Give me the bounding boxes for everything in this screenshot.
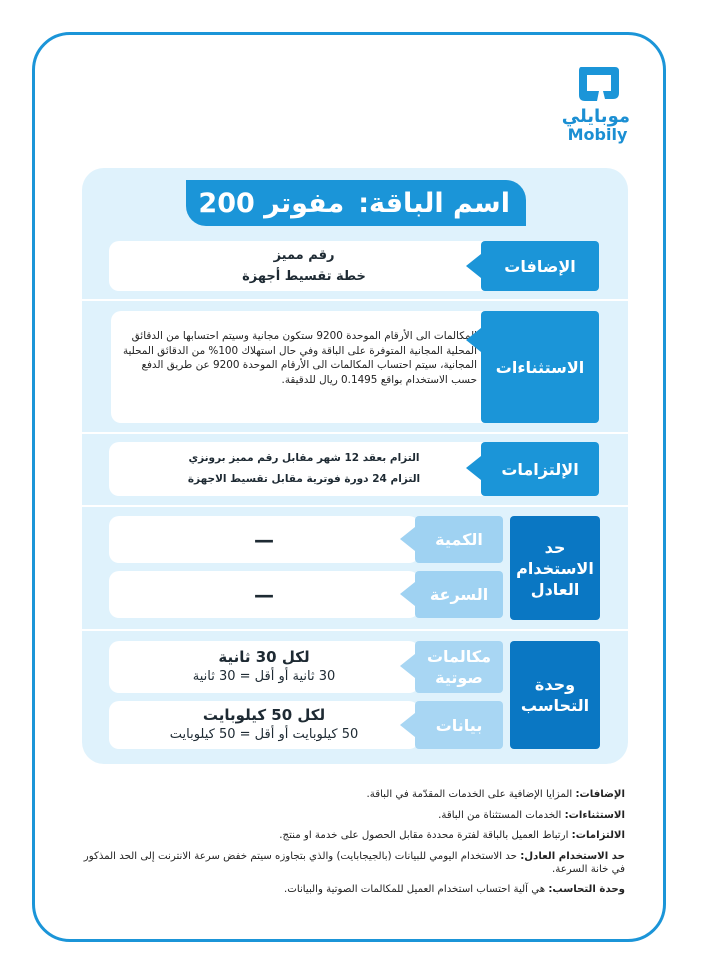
note-item (80, 788, 625, 801)
fair-use-quantity-label: الكمية (415, 516, 503, 563)
fair-use-label: حد الاستخدام العادل (510, 516, 600, 620)
billing-voice-label: مكالمات صوتية (415, 641, 503, 693)
row-divider (82, 505, 628, 507)
row-divider (82, 629, 628, 631)
billing-data-content (109, 701, 419, 749)
billing-voice-main: لكل 30 ثانية (218, 648, 310, 666)
fair-use-speed-value: — (254, 582, 274, 607)
note-term: الإضافات: (575, 789, 625, 800)
label-arrow (466, 456, 481, 480)
plan-title (186, 180, 526, 226)
note-item (80, 883, 625, 896)
commitments-label: الإلتزامات (481, 442, 599, 496)
label-arrow (400, 582, 415, 606)
commitments-line-1: التزام بعقد 12 شهر مقابل رقم مميز برونزي (188, 452, 420, 464)
note-term: الالتزامات: (571, 830, 625, 841)
billing-voice-content (109, 641, 419, 693)
additions-content (109, 241, 499, 291)
fair-use-speed-label: السرعة (415, 571, 503, 618)
note-item (80, 829, 625, 842)
plan-title-label: اسم الباقة: (358, 187, 510, 219)
logo-text-english: Mobily (567, 125, 628, 144)
fair-use-quantity-content (109, 516, 419, 563)
exceptions-label: الاستثناءات (481, 311, 599, 423)
note-term: وحدة التحاسب: (548, 884, 625, 895)
label-arrow (466, 328, 481, 352)
row-divider (82, 299, 628, 301)
note-term: الاستثناءات: (564, 809, 625, 821)
plan-title-value: مفوتر 200 (198, 187, 345, 219)
exceptions-content: المكالمات الى الأرقام الموحدة 9200 ستكون مجانية وسيتم احتسابها من الدقائق المحلية المجانية المتوفرة على الباقة وفي حال استهلاك 100% من الدقائق المحلية المجانية، سيتم احتساب المكالمات الى الأرقام الموحدة 9200 عن طريق الدفع حسب الاستخدام بواقع 0.1495 ريال للدقيقة. (111, 311, 499, 423)
mobily-logo-icon (575, 63, 621, 105)
label-arrow (400, 654, 415, 678)
label-arrow (466, 254, 481, 278)
fair-use-speed-content (109, 571, 419, 618)
note-text: الخدمات المستثناة من الباقة. (438, 809, 562, 821)
label-arrow (400, 527, 415, 551)
commitments-line-2: التزام 24 دورة فوترية مقابل تقسيط الاجهزة (187, 473, 421, 485)
additions-line-2: خطة تقسيط أجهزة (242, 269, 366, 284)
additions-label: الإضافات (481, 241, 599, 291)
definitions-notes (80, 788, 625, 904)
label-arrow (400, 713, 415, 737)
note-item (80, 809, 625, 822)
note-text: حد الاستخدام اليومي للبيانات (بالجيجابايت) والذي بتجاوزه سيتم خفض سرعة الانترنت إلى الحد المذكور في خانة السرعة. (83, 850, 625, 875)
note-text: ارتباط العميل بالباقة لفترة محددة مقابل الحصول على خدمة او منتج. (279, 830, 569, 841)
billing-data-sub: 50 كيلوبايت أو أقل = 50 كيلوبايت (169, 727, 359, 742)
note-text: المزايا الإضافية على الخدمات المقدّمة في الباقة. (366, 789, 573, 800)
billing-unit-label: وحدة التحاسب (510, 641, 600, 749)
commitments-content (109, 442, 499, 496)
note-term: حد الاستخدام العادل: (520, 850, 625, 862)
logo-text-arabic: موبايلي (561, 106, 630, 127)
row-divider (82, 432, 628, 434)
note-text: هي آلية احتساب استخدام العميل للمكالمات الصوتية والبيانات. (284, 884, 546, 895)
billing-data-main: لكل 50 كيلوبايت (202, 706, 326, 724)
billing-voice-sub: 30 ثانية أو أقل = 30 ثانية (192, 669, 336, 684)
fair-use-quantity-value: — (254, 527, 274, 552)
note-item (80, 850, 625, 876)
additions-line-1: رقم مميز (273, 248, 335, 263)
mobily-logo (561, 63, 630, 144)
billing-data-label: بيانات (415, 701, 503, 749)
